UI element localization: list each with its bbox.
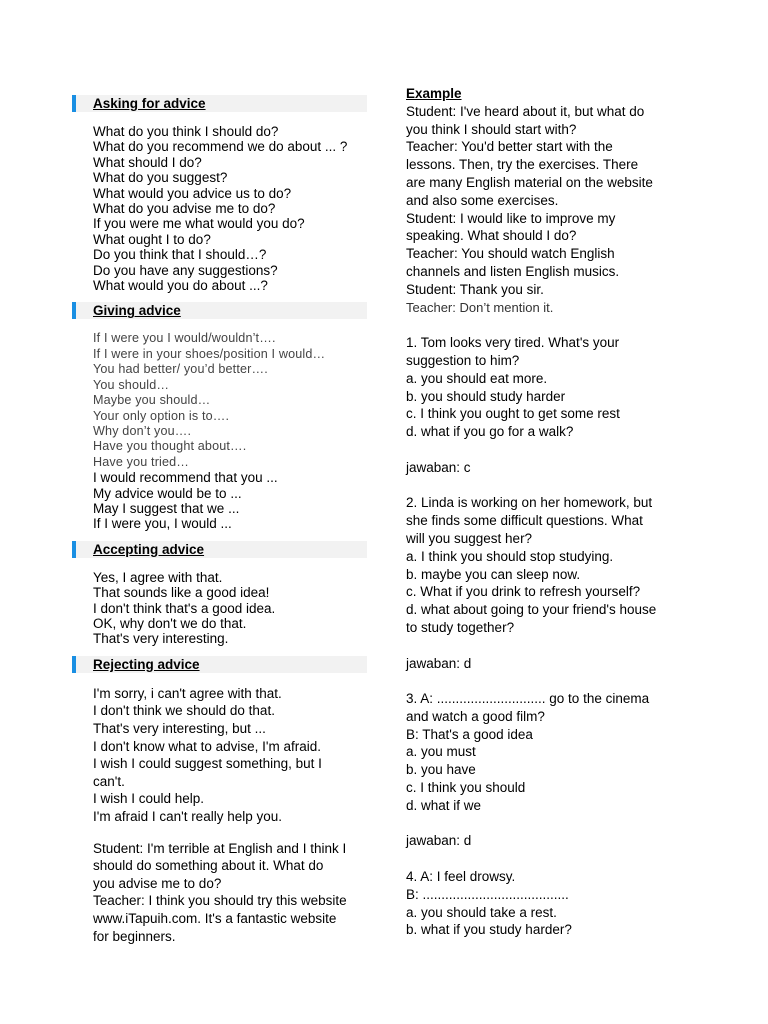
section-marker-bar — [72, 95, 76, 112]
question-1 — [406, 334, 706, 494]
phrase-line: I wish I could help. — [93, 791, 205, 807]
phrase-line: That sounds like a good idea! — [93, 585, 270, 601]
dialogue-line: for beginners. — [93, 928, 176, 944]
answer-key: jawaban: d — [406, 833, 472, 849]
example-title: Example — [406, 86, 462, 101]
phrase-line: What ought I to do? — [93, 231, 211, 247]
phrase-line: I don't think we should do that. — [93, 703, 275, 719]
example-line: Teacher: You'd better start with the — [406, 139, 613, 155]
answer-option: a. you should take a rest. — [406, 904, 557, 920]
section-header — [72, 302, 367, 319]
phrase-line: Yes, I agree with that. — [93, 569, 223, 585]
question-text: suggestion to him? — [406, 352, 520, 368]
answer-option: d. what if you go for a walk? — [406, 424, 574, 440]
left-column — [72, 95, 367, 945]
section-marker-bar — [72, 302, 76, 319]
phrase-line: What do you think I should do? — [93, 124, 279, 139]
question-text: 2. Linda is working on her homework, but — [406, 495, 653, 511]
example-line: are many English material on the website — [406, 174, 653, 190]
question-4 — [406, 868, 706, 939]
answer-option: a. you should eat more. — [406, 370, 548, 386]
dialogue-line: Teacher: I think you should try this website — [93, 893, 347, 909]
question-text: 3. A: ............................. go to the cinema — [406, 691, 650, 707]
question-text: B: That's a good idea — [406, 726, 533, 742]
section-header — [72, 95, 367, 112]
section-title: Asking for advice — [93, 96, 206, 111]
answer-option: a. I think you should stop studying. — [406, 548, 614, 564]
question-text: will you suggest her? — [406, 530, 533, 546]
phrase-line: What should I do? — [93, 154, 202, 170]
phrase-line: You had better/ you’d better…. — [93, 362, 268, 377]
asking-advice-section — [72, 95, 367, 293]
phrase-line: I don't think that's a good idea. — [93, 600, 276, 616]
dialogue-line: www.iTapuih.com. It's a fantastic website — [93, 910, 337, 926]
question-2 — [406, 494, 706, 690]
phrase-line: can't. — [93, 773, 125, 789]
answer-option: c. I think you ought to get some rest — [406, 406, 620, 422]
right-column — [406, 85, 706, 939]
question-text: and watch a good film? — [406, 708, 545, 724]
phrase-line: I wish I could suggest something, but I — [93, 756, 322, 772]
phrase-line: I'm afraid I can't really help you. — [93, 808, 282, 824]
answer-option: b. you have — [406, 762, 476, 778]
phrase-line: What do you suggest? — [93, 170, 228, 186]
phrase-line: May I suggest that we ... — [93, 500, 240, 516]
answer-option: b. you should study harder — [406, 388, 566, 404]
question-text: she finds some difficult questions. What — [406, 513, 643, 529]
phrase-line: That's very interesting. — [93, 631, 229, 647]
answer-option: to study together? — [406, 619, 515, 635]
dialogue-block — [93, 840, 367, 946]
example-line: Student: Thank you sir. — [406, 281, 544, 297]
phrase-line: I would recommend that you ... — [93, 470, 278, 486]
phrase-line: That's very interesting, but ... — [93, 720, 266, 736]
section-title: Giving advice — [93, 303, 181, 319]
answer-option: b. maybe you can sleep now. — [406, 566, 581, 582]
example-line: speaking. What should I do? — [406, 228, 577, 244]
section-title: Accepting advice — [93, 541, 205, 557]
dialogue-line: Student: I'm terrible at English and I think I — [93, 840, 347, 856]
phrase-line: What do you recommend we do about ... ? — [93, 139, 348, 155]
phrase-line: OK, why don't we do that. — [93, 615, 247, 631]
example-line: Teacher: Don’t mention it. — [406, 299, 554, 315]
section-header — [72, 656, 367, 673]
answer-option: c. I think you should — [406, 780, 526, 796]
phrase-line: You should… — [93, 377, 170, 392]
accepting-advice-section — [72, 541, 367, 647]
phrase-line: Have you thought about…. — [93, 439, 247, 454]
phrase-line: Why don’t you…. — [93, 423, 192, 438]
section-title: Rejecting advice — [93, 656, 200, 672]
answer-option: d. what about going to your friend's house — [406, 602, 657, 618]
phrase-line: Your only option is to…. — [93, 408, 230, 423]
example-line: lessons. Then, try the exercises. There — [406, 157, 639, 173]
section-header — [72, 541, 367, 558]
example-line: you think I should start with? — [406, 121, 577, 137]
example-line: channels and listen English musics. — [406, 263, 620, 279]
phrase-line: I'm sorry, i can't agree with that. — [93, 685, 282, 701]
dialogue-line: should do something about it. What do — [93, 858, 324, 874]
rejecting-advice-section — [72, 656, 367, 826]
phrase-line: My advice would be to ... — [93, 485, 242, 501]
answer-option: c. What if you drink to refresh yourself? — [406, 584, 641, 600]
giving-advice-section — [72, 302, 367, 531]
question-text: 4. A: I feel drowsy. — [406, 869, 516, 885]
answer-option: a. you must — [406, 744, 476, 760]
example-line: and also some exercises. — [406, 192, 559, 208]
example-line: Student: I would like to improve my — [406, 210, 616, 226]
question-3 — [406, 690, 706, 868]
phrase-line: Maybe you should… — [93, 393, 211, 408]
phrase-line: I don't know what to advise, I'm afraid. — [93, 738, 322, 754]
answer-key: jawaban: c — [406, 459, 471, 475]
section-marker-bar — [72, 541, 76, 558]
phrase-line: If I were you I would/wouldn’t…. — [93, 331, 276, 346]
phrase-line: What would you do about ...? — [93, 278, 268, 294]
phrase-line: Have you tried… — [93, 454, 190, 469]
answer-option: b. what if you study harder? — [406, 922, 572, 938]
dialogue-line: you advise me to do? — [93, 875, 222, 891]
phrase-line: If I were in your shoes/position I would… — [93, 346, 326, 361]
phrase-line: If I were you, I would ... — [93, 516, 232, 532]
answer-key: jawaban: d — [406, 655, 472, 671]
example-line: Student: I've heard about it, but what do — [406, 103, 645, 119]
answer-option: d. what if we — [406, 797, 482, 813]
phrase-line: What would you advice us to do? — [93, 185, 292, 201]
question-text: B: ....................................... — [406, 886, 569, 902]
phrase-line: Do you have any suggestions? — [93, 262, 278, 278]
question-text: 1. Tom looks very tired. What's your — [406, 335, 620, 351]
section-marker-bar — [72, 656, 76, 673]
phrase-line: If you were me what would you do? — [93, 216, 305, 232]
phrase-line: What do you advise me to do? — [93, 201, 276, 217]
example-line: Teacher: You should watch English — [406, 246, 615, 262]
phrase-line: Do you think that I should…? — [93, 247, 267, 263]
